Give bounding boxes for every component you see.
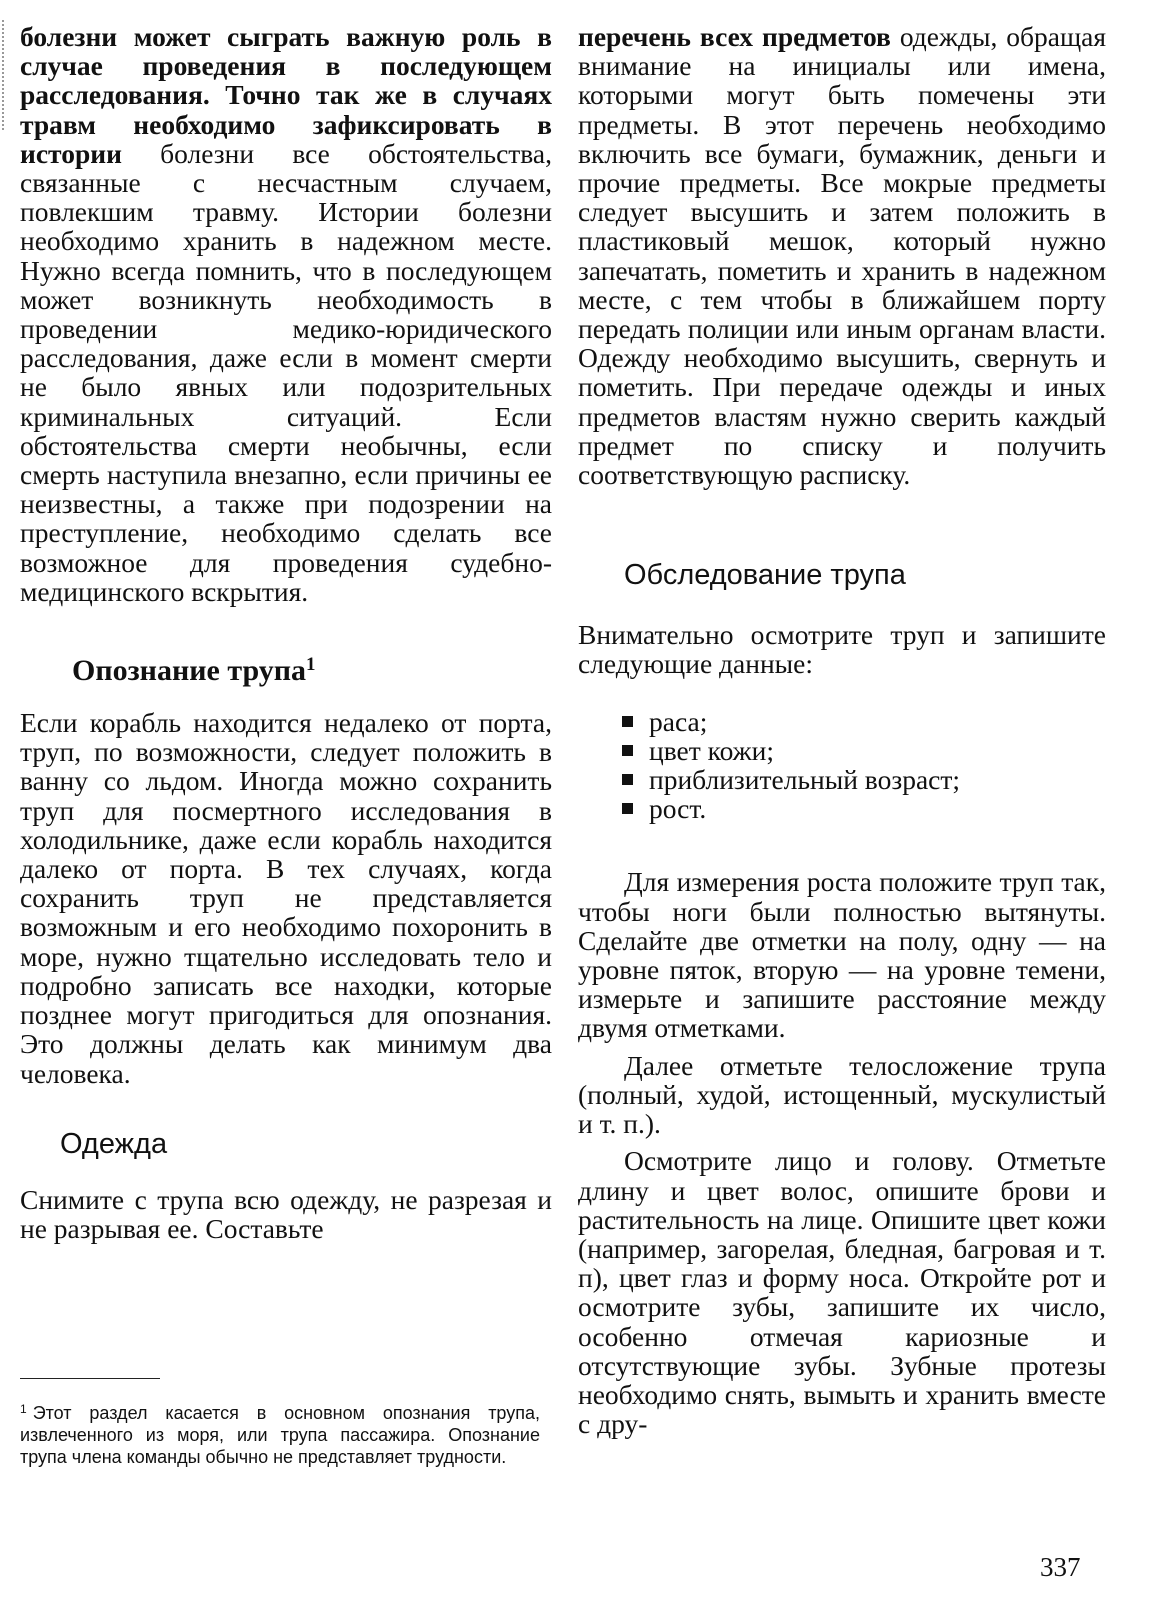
- list-item: [622, 765, 1106, 794]
- footnote-text: Этот раздел касается в основном опознания трупа, извлеченного из моря, или трупа пассажира. Опознание трупа члена команды обычно не представляет трудности.: [20, 1403, 540, 1467]
- right-paragraph-4: Далее отметьте телосложение трупа (полный, худой, истощенный, мускулистый и т. п.).: [578, 1049, 1106, 1140]
- right-paragraph-2: Внимательно осмотрите труп и запишите следующие данные:: [578, 619, 1106, 680]
- right-column: [578, 22, 1106, 1438]
- list-item-text: рост.: [649, 793, 707, 825]
- square-bullet-icon: [622, 745, 633, 756]
- left-paragraph-1-bold: болезни может сыграть важную роль в случае проведения в последующем расследования. Точно так же в случаях травм необходимо зафиксировать в истории: [20, 21, 552, 169]
- left-paragraph-3: Снимите с трупа всю одежду, не разрезая и не разрывая ее. Составьте: [20, 1183, 552, 1244]
- scan-margin-mark: [2, 20, 8, 130]
- right-paragraph-1-rest: одежды, обращая внимание на инициалы или имена, которыми могут быть помечены эти предметы. В этот перечень необходимо включить все бумаги, бумажник, деньги и прочие предметы. Все мокрые предметы следует высушить и затем положить в пластиковый мешок, который нужно запечатать, пометить и хранить в надежном месте, с тем чтобы в ближайшем порту передать полиции или иным органам власти. Одежду необходимо высушить, свернуть и пометить. При передаче одежды и иных предметов властям нужно сверить каждый предмет по списку и получить соответствующую расписку.: [578, 21, 1106, 491]
- list-item-text: раса;: [649, 705, 708, 737]
- left-paragraph-1: [20, 22, 552, 606]
- square-bullet-icon: [622, 803, 633, 814]
- heading-identification: [72, 654, 552, 688]
- footnote: [20, 1398, 540, 1468]
- left-paragraph-1-rest: болезни все обстоятельства, связанные с несчастным случаем, повлекшим травму. Истории болезни необходимо хранить в надежном месте. Нужно всегда помнить, что в последующем может возникнуть необходимость в проведении медико-юридического расследования, даже если в момент смерти не было явных или подозрительных криминальных ситуаций. Если обстоятельства смерти необычны, если смерть наступила внезапно, если причины ее неизвестны, а также при подозрении на преступление, необходимо сделать все возможное для проведения судебно-медицинского вскрытия.: [20, 137, 552, 607]
- list-item: [622, 707, 1106, 736]
- square-bullet-icon: [622, 716, 633, 727]
- bullet-list: [622, 707, 1106, 824]
- footnote-marker: 1: [20, 1402, 27, 1416]
- heading-identification-text: Опознание трупа: [72, 654, 307, 688]
- right-paragraph-1-bold: перечень всех предметов: [578, 21, 891, 52]
- left-column: [20, 22, 552, 1243]
- square-bullet-icon: [622, 774, 633, 785]
- list-item-text: цвет кожи;: [649, 734, 775, 766]
- right-paragraph-3: Для измерения роста положите труп так, чтобы ноги были полностью вытянуты. Сделайте две отметки на полу, одну — на уровне пяток, вторую — на уровне темени, измерьте и запишите расстояние между двумя отметками.: [578, 866, 1106, 1044]
- footnote-divider: [20, 1378, 160, 1379]
- left-paragraph-2: Если корабль находится недалеко от порта, труп, по возможности, следует положить в ванну со льдом. Иногда можно сохранить труп для посмертного исследования в холодильнике, даже если корабль находится далеко от порта. В тех случаях, когда сохранить труп не представляется возможным и его необходимо похоронить в море, нужно тщательно исследовать тело и подробно записать все находки, которые позднее могут пригодиться для опознания. Это должны делать как минимум два человека.: [20, 707, 552, 1089]
- list-item-text: приблизительный возраст;: [649, 764, 961, 796]
- right-paragraph-1: [578, 22, 1106, 489]
- list-item: [622, 794, 1106, 823]
- heading-examination: Обследование трупа: [624, 559, 906, 592]
- page-number: 337: [1040, 1552, 1081, 1582]
- right-paragraph-5: Осмотрите лицо и голову. Отметьте длину и цвет волос, опишите брови и растительность на лице. Опишите цвет кожи (например, загорелая, бледная, багровая и т. п), цвет глаз и форму носа. Откройте рот и осмотрите зубы, запишите их число, особенно отмечая кариозные и отсутствующие зубы. Зубные протезы необходимо снять, вымыть и хранить вместе с дру-: [578, 1145, 1106, 1440]
- heading-clothing: Одежда: [60, 1127, 168, 1160]
- list-item: [622, 736, 1106, 765]
- footnote-ref: 1: [306, 654, 316, 676]
